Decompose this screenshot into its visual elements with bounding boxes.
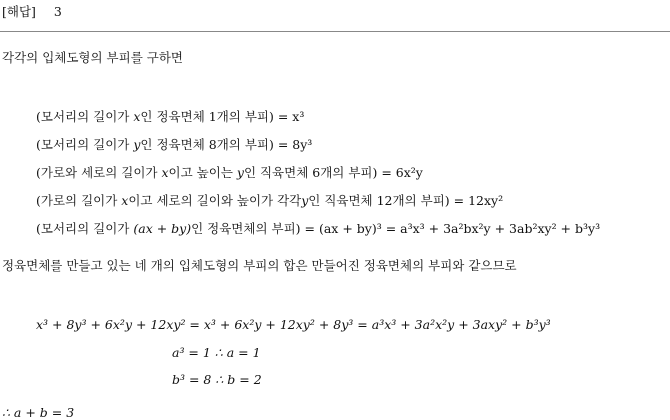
volume-result: 6x²y bbox=[395, 165, 423, 180]
volume-line-5: (모서리의 길이가 (ax + by)인 정육면체의 부피) = (ax + by)³ = a³x³ + 3a²bx²y + 3ab²xy² + b³y³ bbox=[36, 221, 601, 236]
volume-line-2: (모서리의 길이가 y인 정육면체 8개의 부피) = 8y³ bbox=[36, 137, 313, 152]
statement-text: 정육면체를 만들고 있는 네 개의 입체도형의 부피의 합은 만들어진 정육면체의 부피와 같으므로 bbox=[2, 258, 517, 273]
volume-result: x³ bbox=[292, 109, 305, 124]
conclusion: ∴ a + b = 3 bbox=[2, 405, 75, 420]
divider bbox=[0, 31, 670, 32]
volume-line-4: (가로의 길이가 x이고 세로의 길이와 높이가 각각y인 직육면체 12개의 부피) = 12xy² bbox=[36, 193, 504, 208]
volume-result: 12xy² bbox=[468, 193, 504, 208]
step-b: b³ = 8 ∴ b = 2 bbox=[172, 372, 262, 387]
volume-line-1: (모서리의 길이가 x인 정육면체 1개의 부피) = x³ bbox=[36, 109, 305, 124]
intro-text: 각각의 입체도형의 부피를 구하면 bbox=[2, 50, 183, 65]
answer-tag: [해답] bbox=[2, 4, 36, 19]
volume-result: 8y³ bbox=[292, 137, 313, 152]
answer-number: 3 bbox=[53, 4, 62, 19]
volume-result: (ax + by)³ = a³x³ + 3a²bx²y + 3ab²xy² + b³y³ bbox=[318, 221, 601, 236]
volume-line-3: (가로와 세로의 길이가 x이고 높이는 y인 직육면체 6개의 부피) = 6x²y bbox=[36, 165, 423, 180]
step-a: a³ = 1 ∴ a = 1 bbox=[172, 345, 261, 360]
answer-label bbox=[2, 2, 62, 20]
main-equation: x³ + 8y³ + 6x²y + 12xy² = x³ + 6x²y + 12xy² + 8y³ = a³x³ + 3a²x²y + 3axy² + b³y³ bbox=[36, 317, 551, 332]
